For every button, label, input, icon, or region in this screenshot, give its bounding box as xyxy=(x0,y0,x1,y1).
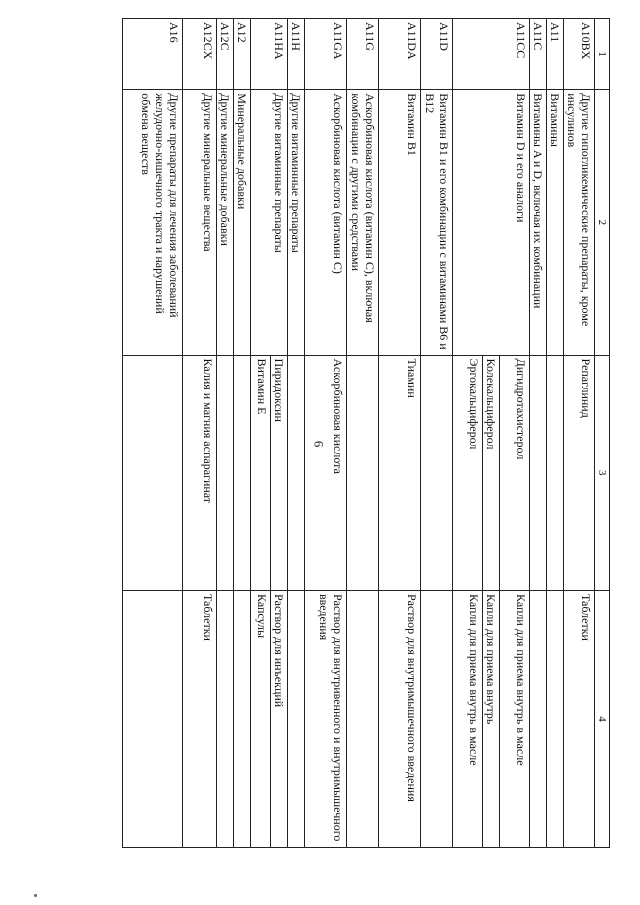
dosage-form: Раствор для внутримышечного введения xyxy=(379,590,421,847)
substance-name: Калия и магния аспарагинат xyxy=(183,355,217,590)
atc-group: Аскорбиновая кислота (витамин C), включая комбинации с другими средствами xyxy=(347,90,379,355)
substance-name: Дигидротахистерол xyxy=(500,355,530,590)
substance-name xyxy=(547,355,564,590)
atc-group: Другие витаминные препараты xyxy=(288,90,305,355)
dosage-form: Капли для приема внутрь xyxy=(483,590,500,847)
dosage-form xyxy=(123,590,183,847)
dosage-form xyxy=(288,590,305,847)
atc-group: Витамин B1 xyxy=(379,90,421,355)
dosage-form xyxy=(530,590,547,847)
substance-name: Колекальциферол xyxy=(483,355,500,590)
atc-code: A11DA xyxy=(379,19,421,90)
atc-group: Другие минеральные вещества xyxy=(183,90,217,355)
dosage-form xyxy=(421,590,453,847)
atc-group: Другие витаминные препараты xyxy=(251,90,288,355)
substance-name: Эргокальциферол xyxy=(453,355,483,590)
substance-name xyxy=(288,355,305,590)
dosage-form: Таблетки xyxy=(564,590,595,847)
table-row xyxy=(183,19,217,848)
substance-name: Аскорбиновая кислота xyxy=(305,355,347,590)
table-row xyxy=(347,19,379,848)
dosage-form: Капсулы xyxy=(251,590,271,847)
dosage-form: Капли для приема внутрь в масле xyxy=(500,590,530,847)
atc-code: A11CC xyxy=(453,19,530,90)
atc-code: A16 xyxy=(123,19,183,90)
scan-dot xyxy=(34,894,37,897)
table-row xyxy=(217,19,234,848)
substance-name xyxy=(217,355,234,590)
substance-name xyxy=(421,355,453,590)
table-row xyxy=(271,19,288,848)
dosage-form xyxy=(347,590,379,847)
substance-name xyxy=(530,355,547,590)
table-row xyxy=(305,19,347,848)
table-row xyxy=(379,19,421,848)
atc-group: Витамин B1 и его комбинации с витаминами B6 и B12 xyxy=(421,90,453,355)
table-row xyxy=(530,19,547,848)
table-row xyxy=(500,19,530,848)
atc-code: A12 xyxy=(234,19,251,90)
dosage-form: Капли для приема внутрь в масле xyxy=(453,590,483,847)
dosage-form: Раствор для инъекций xyxy=(271,590,288,847)
dosage-form: Таблетки xyxy=(183,590,217,847)
dosage-form xyxy=(547,590,564,847)
atc-code: A11G xyxy=(347,19,379,90)
atc-group: Другие минеральные добавки xyxy=(217,90,234,355)
substance-name: Репаглинид xyxy=(564,355,595,590)
atc-code: A11H xyxy=(288,19,305,90)
substance-name xyxy=(123,355,183,590)
table-row xyxy=(547,19,564,848)
table-row xyxy=(234,19,251,848)
atc-code: A10BX xyxy=(564,19,595,90)
table-row xyxy=(123,19,183,848)
atc-group: Витамины A и D, включая их комбинации xyxy=(530,90,547,355)
atc-code: A12C xyxy=(217,19,234,90)
atc-group: Аскорбиновая кислота (витамин C) xyxy=(305,90,347,355)
atc-code: A11 xyxy=(547,19,564,90)
table-row xyxy=(421,19,453,848)
atc-group: Витамины xyxy=(547,90,564,355)
substance-name: Пиридоксин xyxy=(271,355,288,590)
column-number: 4 xyxy=(595,590,610,847)
substance-name xyxy=(347,355,379,590)
atc-group: Витамин D и его аналоги xyxy=(453,90,530,355)
atc-code: A12CX xyxy=(183,19,217,90)
table-row xyxy=(564,19,595,848)
atc-group: Минеральные добавки xyxy=(234,90,251,355)
substance-name: Тиамин xyxy=(379,355,421,590)
drug-table xyxy=(122,18,610,848)
table-row xyxy=(288,19,305,848)
dosage-form: Раствор для внутривенного и внутримышечного введения xyxy=(305,590,347,847)
atc-group: Другие гипогликемические препараты, кроме инсулинов xyxy=(564,90,595,355)
page-number: 6 xyxy=(311,440,327,448)
atc-code: A11D xyxy=(421,19,453,90)
column-number-row xyxy=(595,19,610,848)
atc-code: A11C xyxy=(530,19,547,90)
column-number: 1 xyxy=(595,19,610,90)
dosage-form xyxy=(217,590,234,847)
column-number: 2 xyxy=(595,90,610,355)
dosage-form xyxy=(234,590,251,847)
column-number: 3 xyxy=(595,355,610,590)
substance-name: Витамин Е xyxy=(251,355,271,590)
drug-table-frame xyxy=(65,18,610,848)
atc-group: Другие препараты для лечения заболеваний желудочно-кишечного тракта и нарушений обмена веществ xyxy=(123,90,183,355)
atc-code: A11GA xyxy=(305,19,347,90)
substance-name xyxy=(234,355,251,590)
atc-code: A11HA xyxy=(251,19,288,90)
